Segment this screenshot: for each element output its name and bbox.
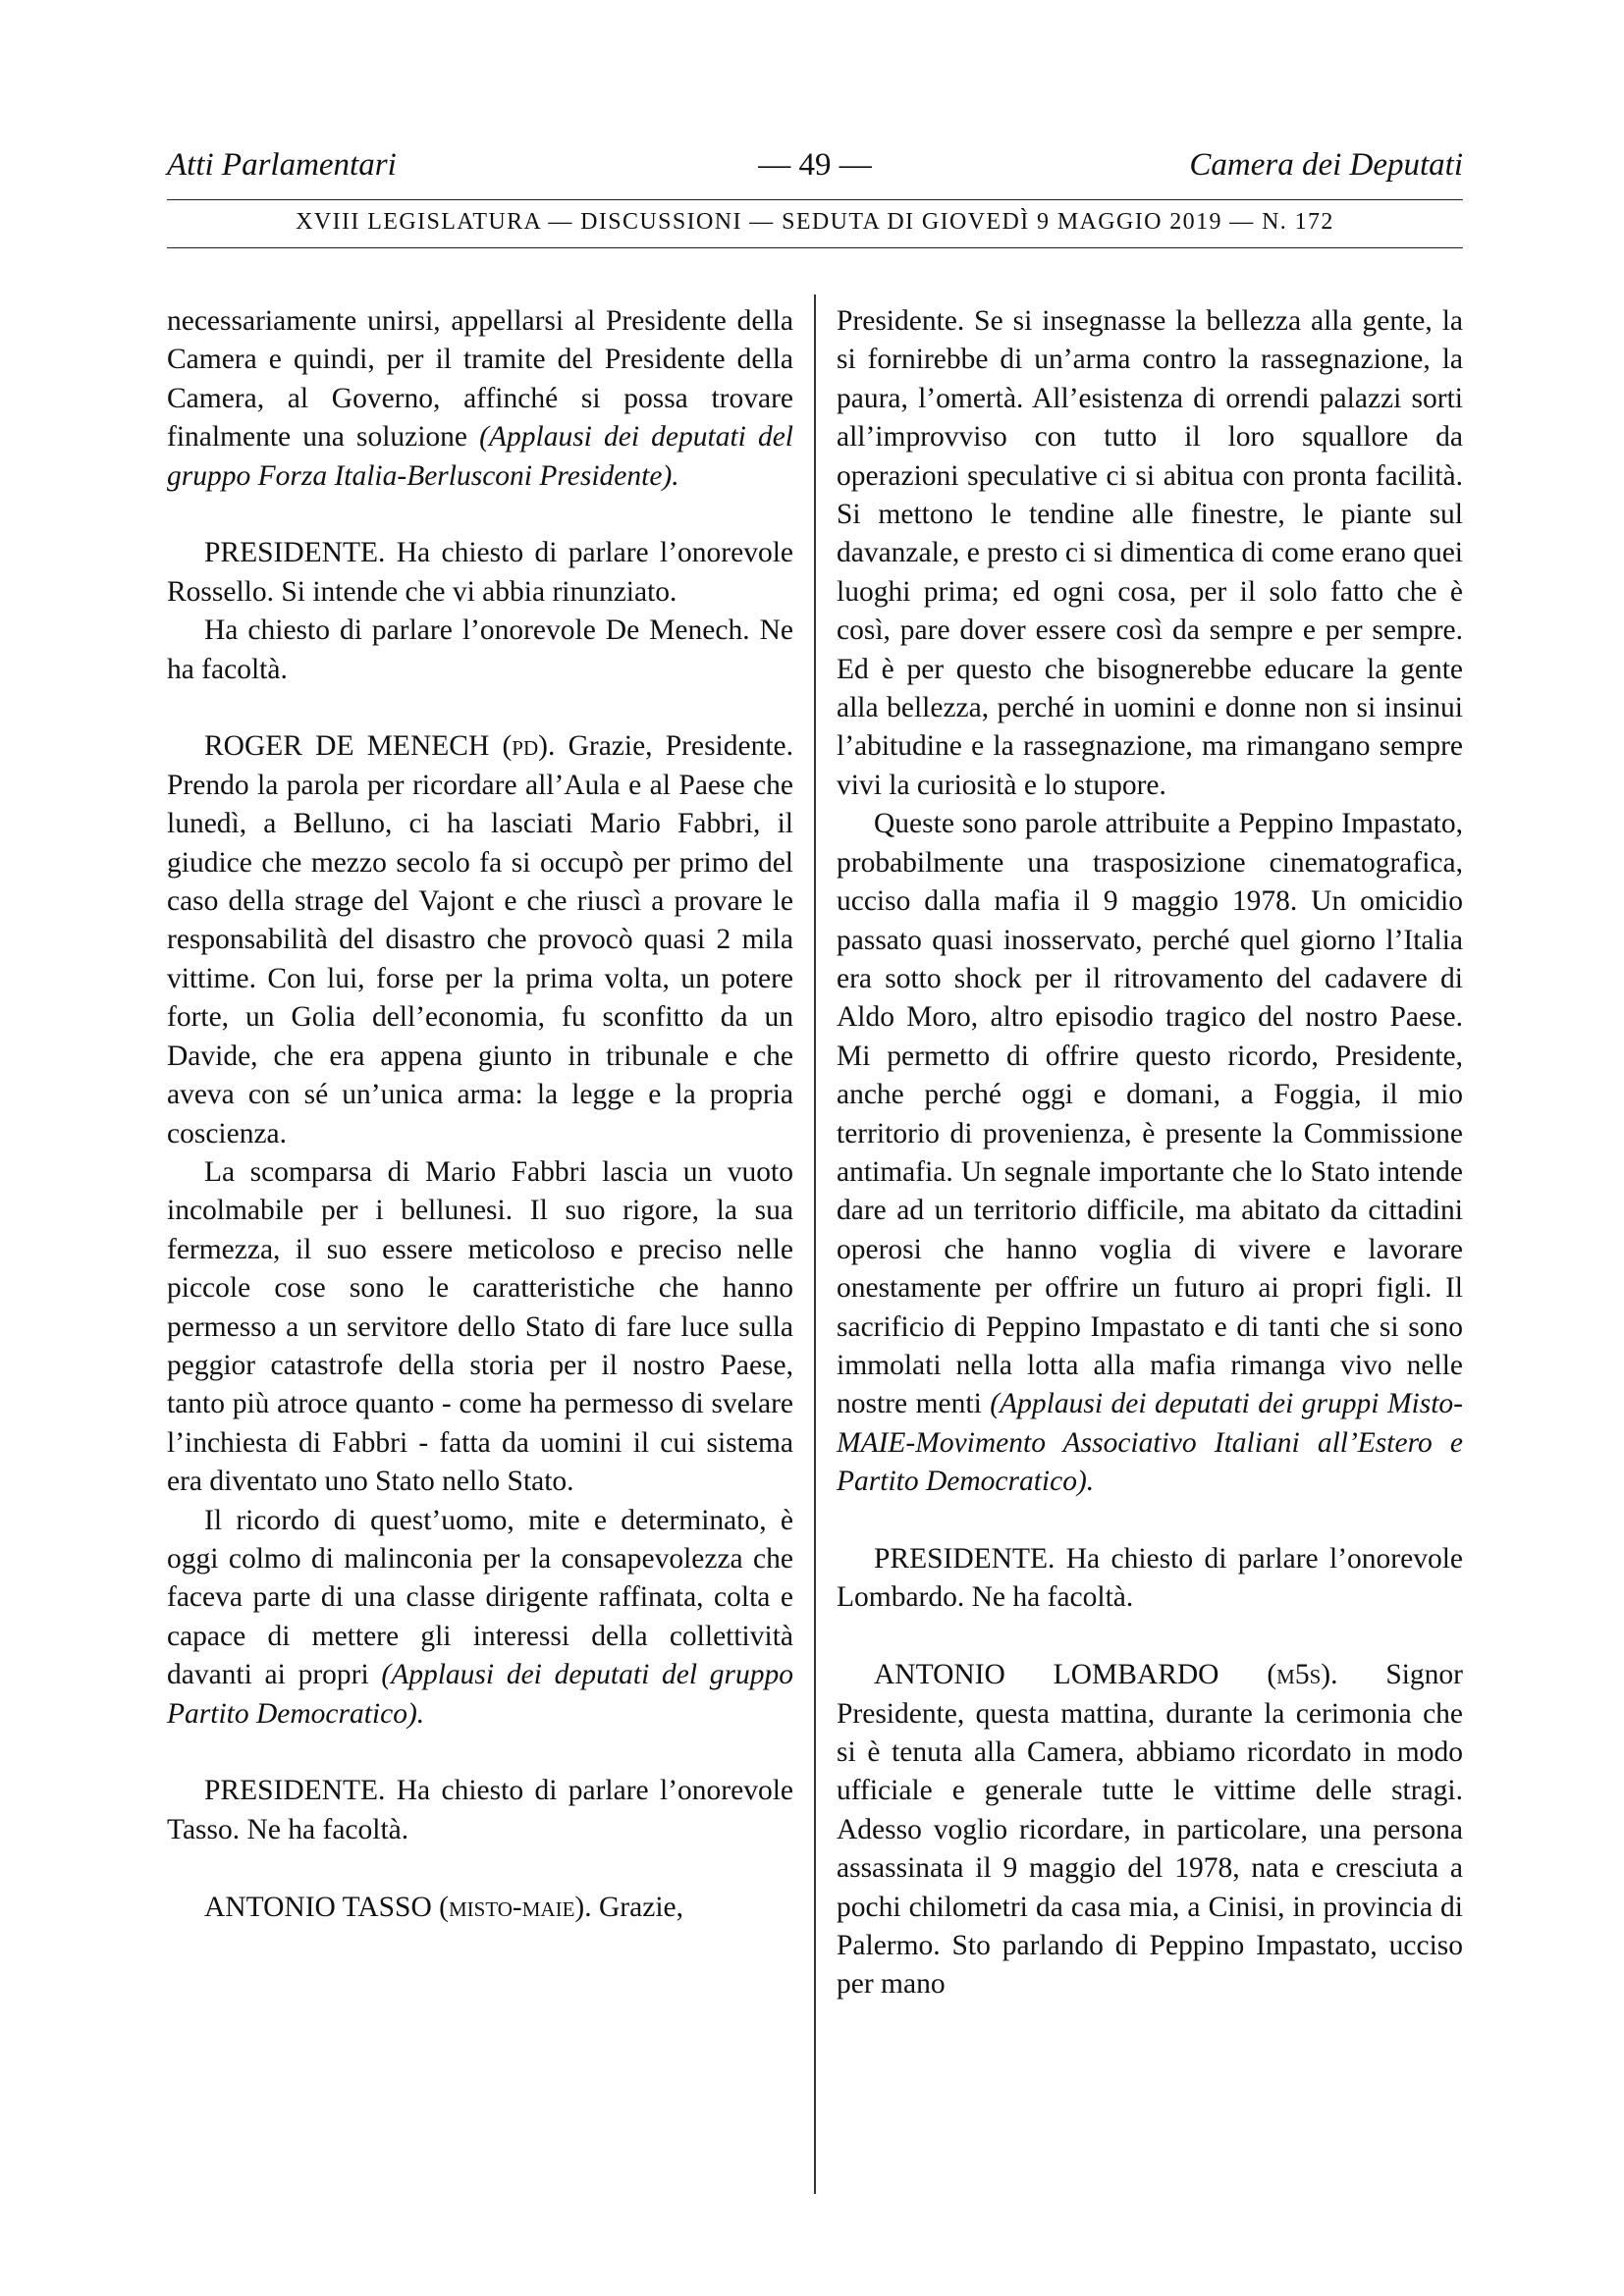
party-tag: pd xyxy=(512,730,539,763)
paragraph-text: Queste sono parole attribuite a Peppino Impastato, probabilmente una trasposizione cinematografica, ucciso dalla mafia il 9 maggio 1978. Un omicidio passato quasi inosservato, perché quel giorno l’Italia era sotto shock per il ritrovamento del cadavere di Aldo Moro, altro episodio tragico del nostro Paese. Mi permetto di offrire questo ricordo, Presidente, anche perché oggi e domani, a Foggia, il mio territorio di provenienza, è presente la Commissione antimafia. Un segnale importante che lo Stato intende dare ad un territorio difficile, ma abitato da cittadini operosi che hanno voglia di vivere e lavorare onestamente per offrire un futuro ai propri figli. Il sacrificio di Peppino Impastato e di tanti che si sono immolati nella lotta alla mafia rimanga vivo nelle nostre menti xyxy=(837,808,1463,1420)
applause-note: (Applausi dei deputati del gruppo Forza Italia-Berlusconi Presidente). xyxy=(167,421,793,492)
paragraph-text: Il ricordo di quest’uomo, mite e determinato, è oggi colmo di malinconia per la consapevolezza che faceva parte di una classe dirigente raffinata, colta e capace di mettere gli interessi della collettività davanti ai propri xyxy=(167,1504,793,1691)
speaker-name: ANTONIO LOMBARDO xyxy=(874,1659,1219,1691)
speaker-name: ROGER DE MENECH xyxy=(204,730,490,763)
paragraph: PRESIDENTE. Ha chiesto di parlare l’onorevole Lombardo. Ne ha facoltà. xyxy=(837,1542,1463,1614)
right-column xyxy=(837,302,1463,2004)
applause-note: (Applausi dei deputati dei gruppi Misto-MAIE-Movimento Associativo Italiani all’Estero e Partito Democratico). xyxy=(837,1388,1463,1498)
speech-paragraph: ROGER DE MENECH (pd). Grazie, Presidente. Prendo la parola per ricordare all’Aula e al Paese che lunedì, a Belluno, ci ha lasciati Mario Fabbri, il giudice che mezzo secolo fa si occupò per primo del caso della strage del Vajont e che riuscì a provare le responsabilità del disastro che provocò quasi 2 mila vittime. Con lui, forse per la prima volta, un potere forte, un Golia dell’economia, fu sconfitto da un Davide, che era appena giunto in tribunale e che aveva con sé un’unica arma: la legge e la propria coscienza. xyxy=(167,730,793,1149)
left-column xyxy=(167,302,793,1927)
speaker-name: ANTONIO TASSO xyxy=(204,1891,432,1923)
paragraph: Ha chiesto di parlare l’onorevole De Menech. Ne ha facoltà. xyxy=(167,614,793,685)
page-number: — 49 — xyxy=(758,147,872,183)
paragraph: PRESIDENTE. Ha chiesto di parlare l’onorevole Tasso. Ne ha facoltà. xyxy=(167,1775,793,1845)
paragraph: La scomparsa di Mario Fabbri lascia un vuoto incolmabile per i bellunesi. Il suo rigore, la sua fermezza, il suo essere meticoloso e preciso nelle piccole cose sono le caratteristiche che hanno permesso a un servitore dello Stato di fare luce sulla peggior catastrofe della storia per il nostro Paese, tanto più atroce quanto - come ha permesso di svelare l’inchiesta di Fabbri - fatta da uomini il cui sistema era diventato uno Stato nello Stato. xyxy=(167,1155,793,1498)
header-right-title: Camera dei Deputati xyxy=(1189,147,1463,183)
page-header xyxy=(167,147,1463,196)
applause-note: (Applausi dei deputati del gruppo Partito Democratico). xyxy=(167,1659,793,1730)
party-tag: m5s xyxy=(1276,1659,1322,1691)
paragraph xyxy=(167,302,793,496)
paragraph-text: Signor Presidente, questa mattina, durante la cerimonia che si è tenuta alla Camera, abbiamo ricordato in modo ufficiale e generale tutte le vittime delle stragi. Adesso voglio ricordare, in particolare, una persona assassinata il 9 maggio del 1978, nata e cresciuta a pochi chilometri da casa mia, a Cinisi, in provincia di Palermo. Sto parlando di Peppino Impastato, ucciso per mano xyxy=(837,1659,1464,2001)
speech-paragraph: ANTONIO TASSO (misto-maie). Grazie, xyxy=(204,1891,683,1923)
paragraph: PRESIDENTE. Ha chiesto di parlare l’onorevole Rossello. Si intende che vi abbia rinunziato. xyxy=(167,537,793,608)
header-left-title: Atti Parlamentari xyxy=(167,147,397,183)
paragraph xyxy=(837,805,1463,1501)
speech-paragraph: ANTONIO LOMBARDO (m5s). Signor Presidente, questa mattina, durante la cerimonia che si è tenuta alla Camera, abbiamo ricordato in modo ufficiale e generale tutte le vittime delle stragi. Adesso voglio ricordare, in particolare, una persona assassinata il 9 maggio del 1978, nata e cresciuta a pochi chilometri da casa mia, a Cinisi, in provincia di Palermo. Sto parlando di Peppino Impastato, ucciso per mano xyxy=(837,1659,1464,2001)
party-tag: misto-maie xyxy=(448,1891,575,1923)
header-rule-bottom xyxy=(167,247,1463,248)
session-subtitle: XVIII LEGISLATURA — DISCUSSIONI — SEDUTA DI GIOVEDÌ 9 MAGGIO 2019 — N. 172 xyxy=(296,209,1334,235)
header-rule-top xyxy=(167,199,1463,200)
paragraph-text: Grazie, xyxy=(599,1891,683,1923)
paragraph: Presidente. Se si insegnasse la bellezza alla gente, la si fornirebbe di un’arma contro la rassegnazione, la paura, l’omertà. All’esistenza di orrendi palazzi sorti all’improvviso con tutto il loro squallore da operazioni speculative ci si abitua con pronta facilità. Si mettono le tendine alle finestre, le piante sul davanzale, e presto ci si dimentica di come erano quei luoghi prima; ed ogni cosa, per il solo fatto che è così, pare dover essere così da sempre e per sempre. Ed è per questo che bisognerebbe educare la gente alla bellezza, perché in uomini e donne non si insinui l’abitudine e la rassegnazione, ma rimangano sempre vivi la curiosità e lo stupore. xyxy=(837,305,1463,801)
paragraph-text: Grazie, Presidente. Prendo la parola per ricordare all’Aula e al Paese che lunedì, a Belluno, ci ha lasciati Mario Fabbri, il giudice che mezzo secolo fa si occupò per primo del caso della strage del Vajont e che riuscì a provare le responsabilità del disastro che provocò quasi 2 mila vittime. Con lui, forse per la prima volta, un potere forte, un Golia dell’economia, fu sconfitto da un Davide, che era appena giunto in tribunale e che aveva con sé un’unica arma: la legge e la propria coscienza. xyxy=(167,730,793,1149)
column-divider xyxy=(814,294,816,2194)
paragraph-text: necessariamente unirsi, appellarsi al Presidente della Camera e quindi, per il tramite del Presidente della Camera, al Governo, affinché si possa trovare finalmente una soluzione xyxy=(167,305,793,454)
paragraph xyxy=(167,1502,793,1734)
